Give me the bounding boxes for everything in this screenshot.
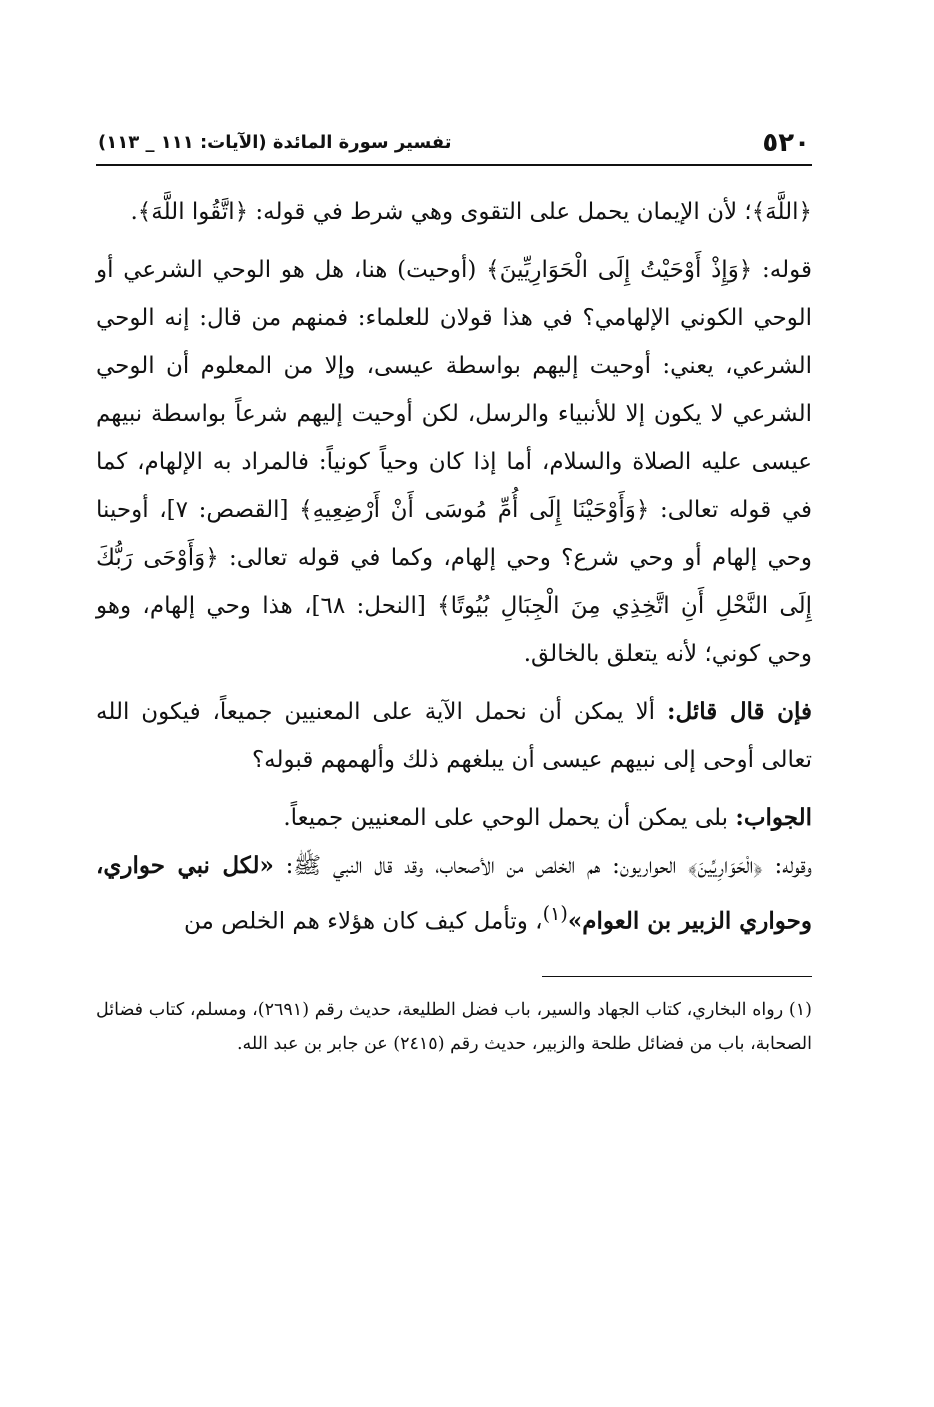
question-lead: فإن قال قائل: xyxy=(666,698,813,725)
hadith-quote: «لكل نبي حواري، وحواري الزبير بن العوام» xyxy=(96,852,812,935)
book-page xyxy=(96,118,812,1061)
footnote-rule xyxy=(542,976,812,977)
paragraph-5-start: وقوله: ﴿الْحَوَارِيِّينَ﴾ الحواريون: هم الخلص من الأصحاب، وقد قال النبي ﷺ: xyxy=(273,853,812,879)
page-number: ٥٢٠ xyxy=(762,128,810,158)
running-title: تفسير سورة المائدة (الآيات: ١١١ _ ١١٣) xyxy=(98,132,452,153)
question-text: ألا يمكن أن نحمل الآية على المعنيين جميعاً، فيكون الله تعالى أوحى إلى نبيهم عيسى أن يبلغهم ذلك وألهمهم قبوله؟ xyxy=(96,699,812,773)
answer-text: بلى يمكن أن يحمل الوحي على المعنيين جميعاً. xyxy=(283,805,736,831)
paragraph-3 xyxy=(96,688,812,784)
answer-lead: الجواب: xyxy=(735,804,812,831)
paragraph-4 xyxy=(96,794,812,842)
paragraph-1: ﴿اللَّهَ﴾؛ لأن الإيمان يحمل على التقوى وهي شرط في قوله: ﴿اتَّقُوا اللَّهَ﴾. xyxy=(130,199,812,225)
paragraph-5 xyxy=(96,842,812,946)
header-rule xyxy=(96,164,812,166)
footnote-1: (١) رواه البخاري، كتاب الجهاد والسير، باب فضل الطليعة، حديث رقم (٢٦٩١)، ومسلم، كتاب فضائل الصحابة، باب من فضائل طلحة والزبير، حديث رقم (٢٤١٥) عن جابر بن عبد الله. xyxy=(96,999,812,1054)
page-header xyxy=(96,118,812,158)
paragraph-5-end: ، وتأمل كيف كان هؤلاء هم الخلص من xyxy=(183,908,543,935)
page-body xyxy=(96,188,812,946)
footnote-marker: (١) xyxy=(542,902,568,925)
paragraph-2: قوله: ﴿وَإِذْ أَوْحَيْتُ إِلَى الْحَوَارِيِّينَ﴾ (أوحيت) هنا، هل هو الوحي الشرعي أو الوحي الكوني الإلهامي؟ في هذا قولان للعلماء: فمنهم من قال: إنه الوحي الشرعي، يعني: أوحيت إليهم بواسطة عيسى، وإلا من المعلوم أن الوحي الشرعي لا يكون إلا للأنبياء والرسل، لكن أوحيت إليهم شرعاً بواسطة نبيهم عيسى عليه الصلاة والسلام، أما إذا كان وحياً كونياً: فالمراد به الإلهام، كما في قوله تعالى: ﴿وَأَوْحَيْنَا إِلَى أُمِّ مُوسَى أَنْ أَرْضِعِيهِ﴾ [القصص: ٧]، أوحينا وحي إلهام أو وحي شرع؟ وحي إلهام، وكما في قوله تعالى: ﴿وَأَوْحَى رَبُّكَ إِلَى النَّحْلِ أَنِ اتَّخِذِي مِنَ الْجِبَالِ بُيُوتًا﴾ [النحل: ٦٨]، هذا وحي إلهام، وهو وحي كوني؛ لأنه يتعلق بالخالق. xyxy=(96,257,813,667)
